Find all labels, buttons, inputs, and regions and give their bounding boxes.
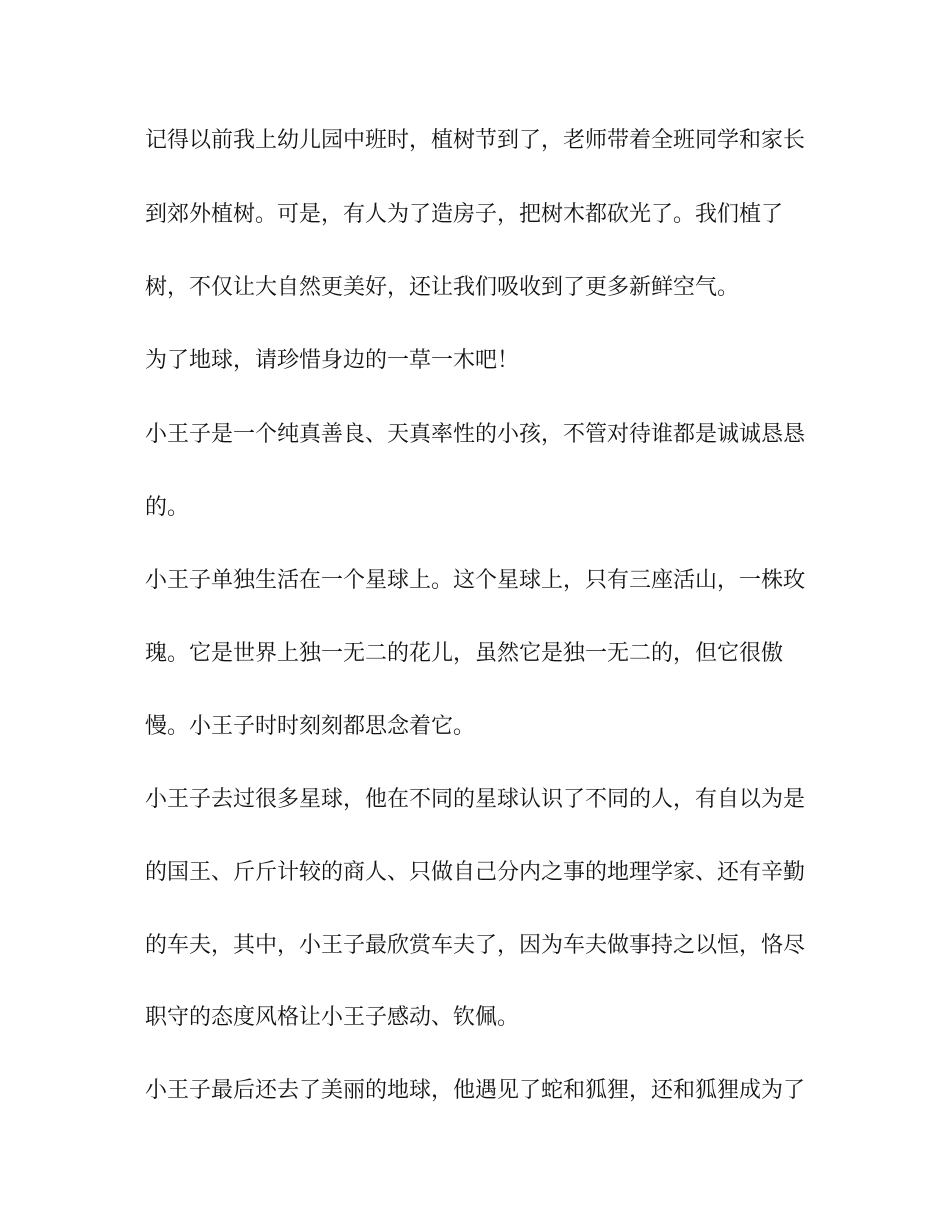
text-line: 记得以前我上幼儿园中班时，植树节到了，老师带着全班同学和家长	[145, 128, 806, 153]
text-line: 为了地球，请珍惜身边的一草一木吧！	[145, 348, 520, 373]
text-line: 树，不仅让大自然更美好，还让我们吸收到了更多新鲜空气。	[145, 275, 740, 300]
text-line: 小王子最后还去了美丽的地球，他遇见了蛇和狐狸，还和狐狸成为了	[145, 1078, 806, 1103]
text-line: 的。	[145, 495, 190, 520]
text-line: 慢。小王子时时刻刻都思念着它。	[145, 714, 476, 739]
text-line: 小王子单独生活在一个星球上。这个星球上，只有三座活山，一株玫	[145, 568, 806, 593]
text-line: 的国王、斤斤计较的商人、只做自己分内之事的地理学家、还有辛勤	[145, 860, 806, 885]
text-line: 到郊外植树。可是，有人为了造房子，把树木都砍光了。我们植了	[145, 202, 784, 227]
text-line: 职守的态度风格让小王子感动、钦佩。	[145, 1005, 520, 1030]
text-line: 小王子去过很多星球，他在不同的星球认识了不同的人，有自以为是	[145, 787, 806, 812]
text-line: 小王子是一个纯真善良、天真率性的小孩，不管对待谁都是诚诚恳恳	[145, 422, 806, 447]
text-line: 的车夫，其中，小王子最欣赏车夫了，因为车夫做事持之以恒，恪尽	[145, 933, 806, 958]
text-line: 瑰。它是世界上独一无二的花儿，虽然它是独一无二的，但它很傲	[145, 641, 784, 666]
